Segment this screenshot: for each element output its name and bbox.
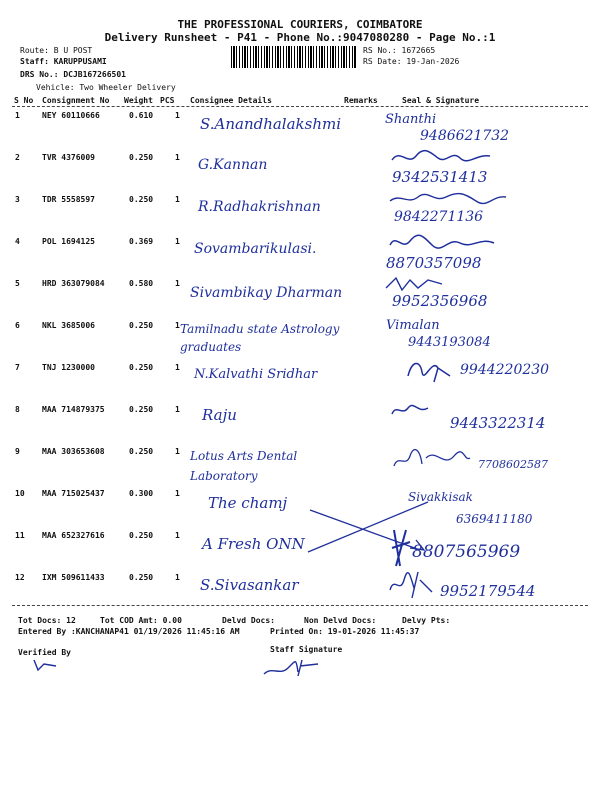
col-seal: Seal & Signature	[402, 96, 480, 105]
col-consignment: Consignment No	[42, 96, 110, 105]
row-sno: 7	[15, 363, 20, 372]
row-pcs: 1	[175, 447, 180, 456]
consignee-handwritten: Sivambikay Dharman	[190, 285, 343, 301]
consignee-handwritten: Raju	[202, 406, 237, 424]
consignee-handwritten: A Fresh ONN	[202, 535, 305, 553]
signature-name: Shanthi	[385, 112, 437, 127]
delivered-docs: Delvd Docs:	[222, 616, 275, 625]
row-consignment: MAA 715025437	[42, 489, 105, 498]
row-consignment: TNJ 1230000	[42, 363, 95, 372]
signature-scribble	[388, 191, 508, 207]
consignee-handwritten: Tamilnadu state Astrology graduates	[180, 322, 340, 354]
row-pcs: 1	[175, 111, 180, 120]
handwritten-phone: 8870357098	[386, 254, 482, 272]
handwritten-phone: 6369411180	[456, 512, 533, 526]
row-consignment: MAA 303653608	[42, 447, 105, 456]
row-sno: 9	[15, 447, 20, 456]
row-consignment: NKL 3685006	[42, 321, 95, 330]
row-weight: 0.250	[129, 321, 154, 330]
consignee-handwritten: S.Anandhalakshmi	[200, 115, 342, 133]
consignee-handwritten: Lotus Arts Dental Laboratory	[190, 449, 298, 483]
handwritten-phone: 9443322314	[450, 414, 546, 432]
row-pcs: 1	[175, 153, 180, 162]
handwritten-phone: 7708602587	[478, 458, 548, 471]
signature-scribble	[390, 148, 495, 166]
handwritten-phone: 8807565969	[412, 542, 521, 562]
total-cod: Tot COD Amt: 0.00	[100, 616, 182, 625]
verifier-signature	[30, 658, 60, 672]
row-sno: 1	[15, 111, 20, 120]
col-pcs: PCS	[160, 96, 175, 105]
row-sno: 3	[15, 195, 20, 204]
row-sno: 5	[15, 279, 20, 288]
handwritten-phone: 9842271136	[394, 209, 484, 225]
row-consignment: MAA 714879375	[42, 405, 105, 414]
consignee-handwritten: G.Kannan	[198, 157, 268, 173]
staff-signature	[262, 656, 322, 680]
row-weight: 0.250	[129, 405, 154, 414]
row-weight: 0.369	[129, 237, 154, 246]
col-consignee: Consignee Details	[190, 96, 272, 105]
row-pcs: 1	[175, 195, 180, 204]
signature-scribble	[390, 528, 412, 568]
row-sno: 4	[15, 237, 20, 246]
staff-signature-label: Staff Signature	[270, 645, 343, 654]
col-remarks: Remarks	[344, 96, 378, 105]
row-consignment: TDR 5558597	[42, 195, 95, 204]
row-weight: 0.580	[129, 279, 154, 288]
row-weight: 0.250	[129, 363, 154, 372]
row-pcs: 1	[175, 321, 180, 330]
signature-scribble	[390, 402, 430, 418]
row-pcs: 1	[175, 237, 180, 246]
row-pcs: 1	[175, 531, 180, 540]
consignee-handwritten: Sovambarikulasi.	[194, 241, 317, 257]
handwritten-phone: 9342531413	[392, 168, 488, 186]
rs-number: RS No.: 1672665	[363, 46, 436, 55]
handwritten-phone: 9944220230	[460, 362, 550, 378]
row-weight: 0.610	[129, 111, 154, 120]
signature-name: Vimalan	[386, 318, 440, 333]
handwritten-phone: 9486621732	[420, 128, 510, 144]
row-pcs: 1	[175, 489, 180, 498]
row-weight: 0.250	[129, 195, 154, 204]
company-name: THE PROFESSIONAL COURIERS, COIMBATORE	[177, 18, 423, 31]
col-weight: Weight	[124, 96, 153, 105]
signature-name: Sivakkisak	[408, 490, 473, 504]
row-weight: 0.250	[129, 153, 154, 162]
signature-scribble	[384, 276, 444, 292]
vehicle: Vehicle: Two Wheeler Delivery	[36, 83, 176, 92]
row-pcs: 1	[175, 573, 180, 582]
route: Route: B U POST	[20, 46, 93, 55]
row-consignment: POL 1694125	[42, 237, 95, 246]
row-consignment: MAA 652327616	[42, 531, 105, 540]
row-pcs: 1	[175, 405, 180, 414]
row-consignment: HRD 363079084	[42, 279, 105, 288]
barcode	[231, 46, 357, 68]
consignee-handwritten: The chamj	[208, 494, 288, 512]
total-docs: Tot Docs: 12	[18, 616, 76, 625]
row-weight: 0.250	[129, 447, 154, 456]
handwritten-phone: 9443193084	[408, 335, 491, 350]
footer-rule	[12, 605, 588, 606]
entered-by: Entered By :KANCHANAP41 01/19/2026 11:45:16 AM	[18, 627, 240, 636]
consignee-handwritten: R.Radhakrishnan	[198, 199, 321, 215]
signature-scribble	[392, 448, 472, 472]
row-consignment: IXM 509611433	[42, 573, 105, 582]
consignee-handwritten: S.Sivasankar	[200, 576, 299, 594]
printed-on: Printed On: 19-01-2026 11:45:37	[270, 627, 420, 636]
rs-date: RS Date: 19-Jan-2026	[363, 57, 460, 66]
header-rule	[12, 106, 588, 107]
row-sno: 6	[15, 321, 20, 330]
row-sno: 10	[15, 489, 25, 498]
col-sno: S No	[14, 96, 34, 105]
row-pcs: 1	[175, 279, 180, 288]
row-consignment: TVR 4376009	[42, 153, 95, 162]
row-weight: 0.250	[129, 573, 154, 582]
row-sno: 11	[15, 531, 25, 540]
handwritten-phone: 9952179544	[440, 582, 536, 600]
drs-number: DRS No.: DCJB167266501	[20, 70, 126, 79]
verified-by-label: Verified By	[18, 648, 71, 657]
runsheet-title: Delivery Runsheet - P41 - Phone No.:9047080280 - Page No.:1	[104, 31, 496, 44]
row-sno: 2	[15, 153, 20, 162]
row-sno: 8	[15, 405, 20, 414]
row-sno: 12	[15, 573, 25, 582]
staff: Staff: KARUPPUSAMI	[20, 57, 107, 66]
signature-scribble	[388, 233, 498, 251]
row-consignment: NEY 60110666	[42, 111, 100, 120]
row-weight: 0.300	[129, 489, 154, 498]
signature-scribble	[388, 570, 436, 600]
row-pcs: 1	[175, 363, 180, 372]
signature-scribble	[404, 356, 454, 384]
row-weight: 0.250	[129, 531, 154, 540]
handwritten-phone: 9952356968	[392, 292, 488, 310]
consignee-handwritten: N.Kalvathi Sridhar	[194, 367, 318, 382]
non-delivered-docs: Non Delvd Docs:	[304, 616, 377, 625]
delivery-points: Delvy Pts:	[402, 616, 451, 625]
